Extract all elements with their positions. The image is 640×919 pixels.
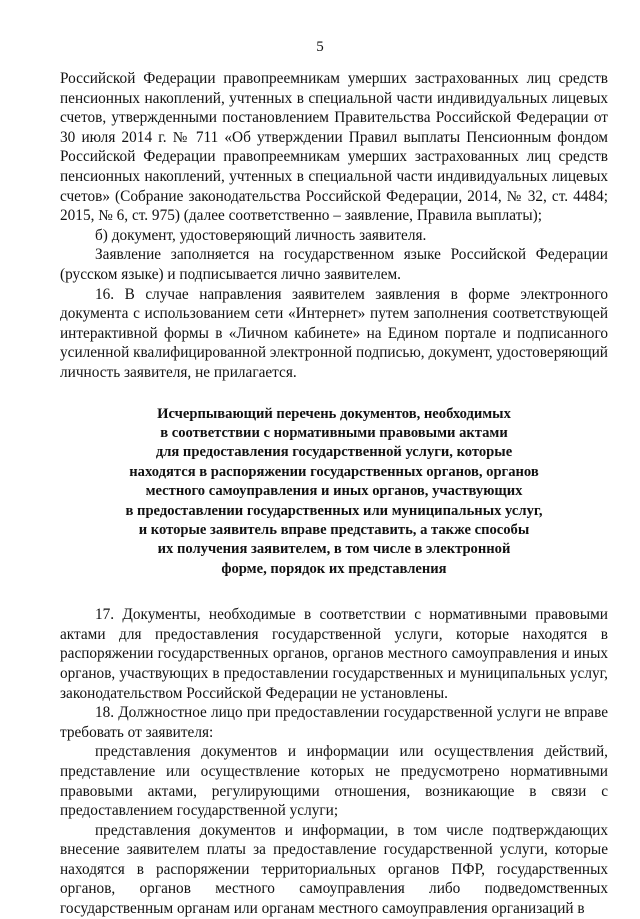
spacer bbox=[60, 579, 608, 605]
paragraph-pravila-continuation: Российской Федерации правопреемникам умерших застрахованных лиц средств пенсионных накоплений, учтенных в специальной части индивидуальных лицевых счетов, утвержденными постановлением Правительства Российской Федерации от 30 июля 2014 г. № 711 «Об утверждении Правил выплаты Пенсионным фондом Российской Федерации правопреемникам умерших застрахованных лиц средств пенсионных накоплений, учтенных в специальной части индивидуальных лицевых счетов» (Собрание законодательства Российской Федерации, 2014, № 32, ст. 4484; 2015, № 6, ст. 975) (далее соответственно – заявление, Правила выплаты); bbox=[60, 70, 608, 225]
heading-line: Исчерпывающий перечень документов, необходимых bbox=[157, 405, 511, 422]
heading-line: и которые заявитель вправе представить, а также способы bbox=[138, 521, 530, 538]
section-heading bbox=[60, 405, 608, 580]
paragraph-17: 17. Документы, необходимые в соответствии с нормативными правовыми актами для предоставления государственной услуги, которые находятся в распоряжении государственных органов, органов местного самоуправления и иных органов, участвующих в предоставлении государственных и муниципальных услуг, законодательством Российской Федерации не установлены. bbox=[60, 606, 608, 702]
heading-line: форме, порядок их представления bbox=[221, 560, 447, 577]
heading-line: их получения заявителем, в том числе в электронной bbox=[157, 541, 511, 558]
paragraph-18-item-1: представления документов и информации или осуществления действий, представление или осуществление которых не предусмотрено нормативными правовыми актами, регулирующими отношения, возникающие в связи с предоставлением государственной услуги; bbox=[60, 743, 608, 820]
document-body bbox=[60, 69, 608, 919]
heading-line: в предоставлении государственных или муниципальных услуг, bbox=[125, 502, 543, 519]
paragraph-item-b: б) документ, удостоверяющий личность заявителя. bbox=[95, 226, 427, 244]
page-number: 5 bbox=[316, 39, 324, 55]
paragraph-18: 18. Должностное лицо при предоставлении государственной услуги не вправе требовать от заявителя: bbox=[60, 704, 608, 741]
paragraph-18-item-2: представления документов и информации, в том числе подтверждающих внесение заявителем платы за предоставление государственной услуги, которые находятся в распоряжении территориальных органов ПФР, государственных органов, органов местного самоуправления либо подведомственных государственным органам или органам местного самоуправления организаций в bbox=[60, 821, 608, 918]
spacer bbox=[60, 383, 608, 405]
heading-line: находятся в распоряжении государственных органов, органов bbox=[129, 463, 539, 480]
heading-line: для предоставления государственной услуги, которые bbox=[155, 444, 513, 461]
paragraph-language: Заявление заполняется на государственном языке Российской Федерации (русском языке) и подписывается лично заявителем. bbox=[60, 246, 608, 283]
paragraph-16: 16. В случае направления заявителем заявления в форме электронного документа с использованием сети «Интернет» путем заполнения соответствующей интерактивной формы в «Личном кабинете» на Едином портале и подписанного усиленной квалифицированной электронной подписью, документ, удостоверяющий личность заявителя, не прилагается. bbox=[60, 285, 608, 381]
heading-line: в соответствии с нормативными правовыми актами bbox=[160, 424, 508, 441]
heading-line: местного самоуправления и иных органов, участвующих bbox=[145, 483, 523, 500]
